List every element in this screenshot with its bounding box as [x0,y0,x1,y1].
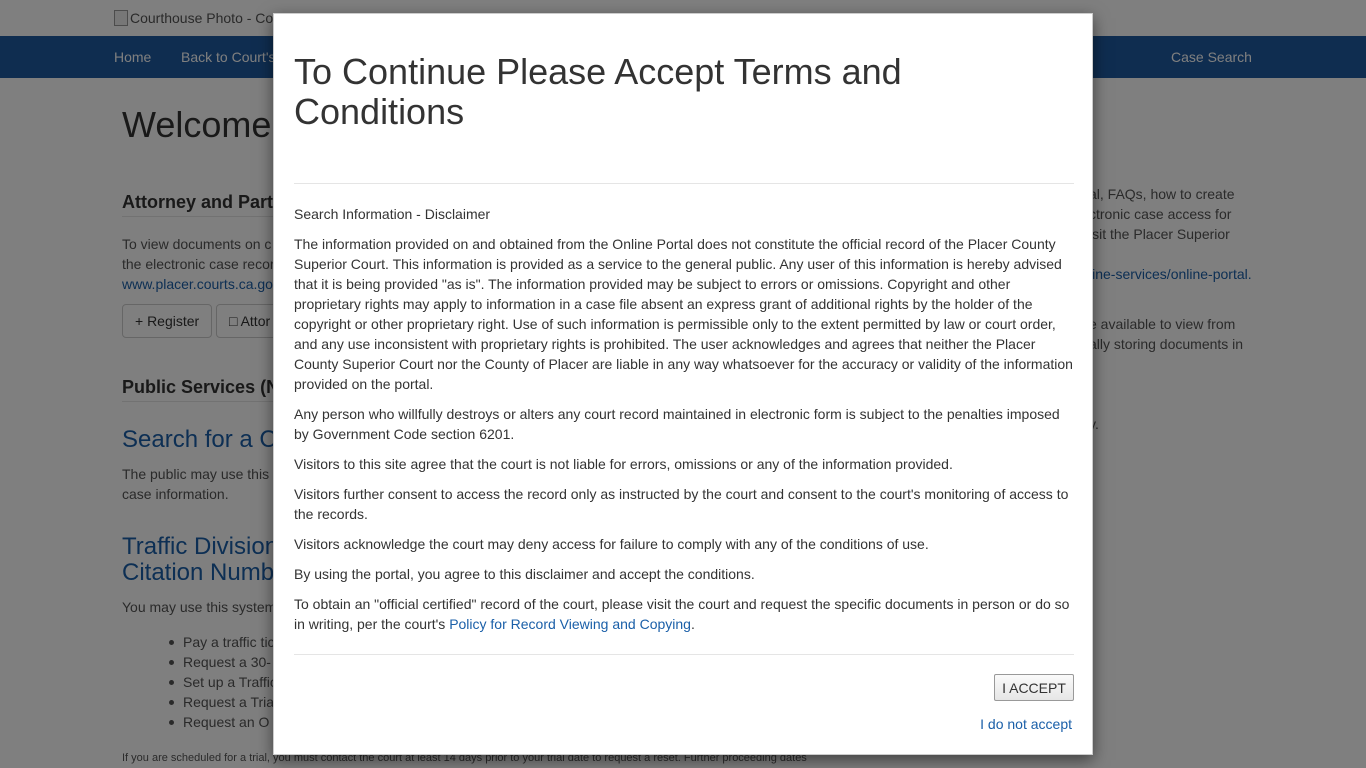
paragraph-7-text: To obtain an "official certified" record of the court, please visit the court and request the specific documents in person or do so in writing, per the court's [294,596,1070,632]
disclaimer-paragraph-4: Visitors further consent to access the record only as instructed by the court and consent to the court's monitoring of access to the records. [294,486,1069,522]
disclaimer-paragraph-7 [294,594,1076,634]
decline-link[interactable]: I do not accept [980,716,1072,732]
disclaimer-paragraph-2: Any person who willfully destroys or alters any court record maintained in electronic form is subject to the penalties imposed by Government Code section 6201. [294,406,1060,442]
disclaimer-title: Search Information - Disclaimer [294,206,491,222]
accept-button[interactable]: I ACCEPT [994,674,1074,701]
policy-link[interactable]: Policy for Record Viewing and Copying [449,616,691,632]
modal-title: To Continue Please Accept Terms and Conditions [294,51,902,132]
disclaimer-paragraph-3: Visitors to this site agree that the court is not liable for errors, omissions or any of the information provided. [294,456,953,472]
modal-footer-divider [294,654,1074,655]
paragraph-7-end: . [690,616,695,632]
disclaimer-paragraph-6: By using the portal, you agree to this disclaimer and accept the conditions. [294,566,755,582]
modal-body [294,204,1076,644]
modal-header-divider [294,183,1074,184]
terms-modal [273,13,1093,755]
disclaimer-paragraph-1: The information provided on and obtained from the Online Portal does not constitute the official record of the Placer County Superior Court. This information is provided as a service to the general public. Any user of this information is hereby advised that it is being provided "as is". The information provided may be subject to errors or omissions. Copyright and other proprietary rights may apply to information in a case file absent an express grant of additional rights by the holder of the copyright or other proprietary right. Use of such information is permissible only to the extent permitted by law or court order, and any use inconsistent with proprietary rights is prohibited. The user acknowledges and agrees that neither the Placer County Superior Court nor the County of Placer are liable in any way whatsoever for the accuracy or validity of the information provided on the portal. [294,236,1073,392]
disclaimer-paragraph-5: Visitors acknowledge the court may deny access for failure to comply with any of the conditions of use. [294,536,929,552]
